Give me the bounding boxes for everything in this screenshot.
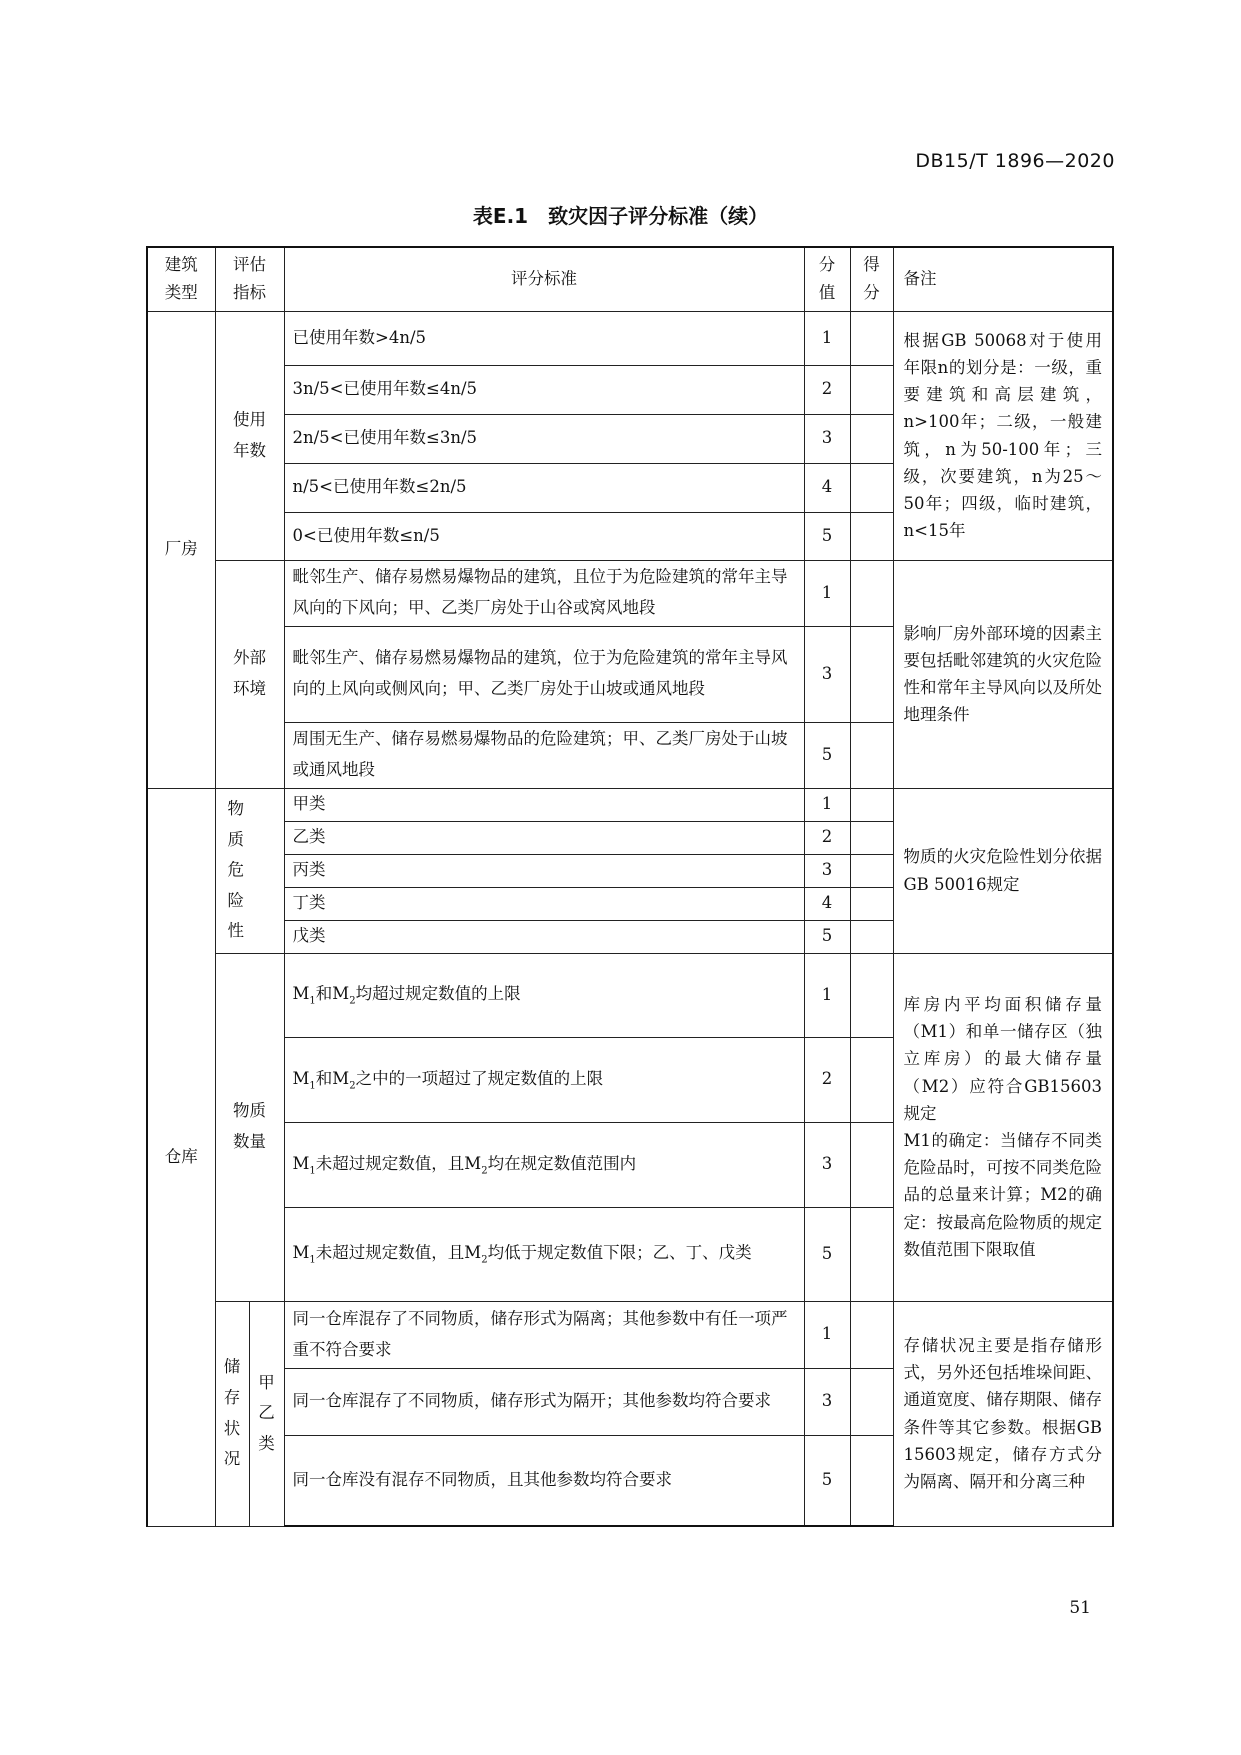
header-criteria: 评分标准	[284, 247, 804, 311]
got-cell	[850, 1301, 893, 1368]
score-cell: 3	[804, 854, 850, 887]
score-cell: 1	[804, 788, 850, 821]
document-code: DB15/T 1896—2020	[915, 150, 1115, 172]
got-cell	[850, 414, 893, 463]
criteria-cell: 同一仓库没有混存不同物质，且其他参数均符合要求	[284, 1435, 804, 1526]
criteria-cell: 毗邻生产、储存易燃易爆物品的建筑，且位于为危险建筑的常年主导风向的下风向；甲、乙类厂房处于山谷或窝风地段	[284, 560, 804, 626]
score-cell: 1	[804, 311, 850, 365]
got-cell	[850, 1122, 893, 1207]
score-cell: 3	[804, 1368, 850, 1435]
score-cell: 2	[804, 1037, 850, 1122]
score-cell: 5	[804, 920, 850, 953]
criteria-cell: 已使用年数>4n/5	[284, 311, 804, 365]
note-age: 根据GB 50068对于使用年限n的划分是：一级，重要建筑和高层建筑，n>100年；二级，一般建筑，n为50-100年；三级，次要建筑，n为25～50年；四级，临时建筑，n<15年	[893, 311, 1113, 560]
criteria-cell: 同一仓库混存了不同物质，储存形式为隔离；其他参数中有任一项严重不符合要求	[284, 1301, 804, 1368]
index-material-hazard: 物 质 危 险 性	[215, 788, 284, 953]
score-cell: 2	[804, 821, 850, 854]
score-cell: 5	[804, 722, 850, 788]
score-cell: 1	[804, 560, 850, 626]
score-cell: 3	[804, 1122, 850, 1207]
got-cell	[850, 1037, 893, 1122]
score-cell: 5	[804, 1435, 850, 1526]
criteria-cell: 丁类	[284, 887, 804, 920]
criteria-cell: 同一仓库混存了不同物质，储存形式为隔开；其他参数均符合要求	[284, 1368, 804, 1435]
header-note: 备注	[893, 247, 1113, 311]
header-got: 得 分	[850, 247, 893, 311]
got-cell	[850, 953, 893, 1037]
criteria-cell: n/5<已使用年数≤2n/5	[284, 463, 804, 512]
header-score: 分 值	[804, 247, 850, 311]
criteria-cell: $M_1$和$M_2$均超过规定数值的上限	[284, 953, 804, 1037]
score-cell: 4	[804, 463, 850, 512]
note-environment: 影响厂房外部环境的因素主要包括毗邻建筑的火灾危险性和常年主导风向以及所处地理条件	[893, 560, 1113, 788]
score-cell: 2	[804, 365, 850, 414]
got-cell	[850, 560, 893, 626]
score-cell: 4	[804, 887, 850, 920]
got-cell	[850, 512, 893, 560]
score-cell: 1	[804, 953, 850, 1037]
got-cell	[850, 722, 893, 788]
score-cell: 5	[804, 512, 850, 560]
table-row	[147, 788, 1113, 821]
page-number: 51	[1069, 1598, 1091, 1618]
criteria-cell: 乙类	[284, 821, 804, 854]
table-row	[147, 560, 1113, 626]
header-index: 评估 指标	[215, 247, 284, 311]
table-row	[147, 311, 1113, 365]
note-quantity: 库房内平均面积储存量（M1）和单一储存区（独立库房）的最大储存量（M2）应符合GB15603规定 M1的确定：当储存不同类危险品时，可按不同类危险品的总量来计算；M2的确定：按最高危险物质的规定数值范围下限取值	[893, 953, 1113, 1301]
criteria-cell: 毗邻生产、储存易燃易爆物品的建筑，位于为危险建筑的常年主导风向的上风向或侧风向；甲、乙类厂房处于山坡或通风地段	[284, 626, 804, 722]
note-storage: 存储状况主要是指存储形式，另外还包括堆垛间距、通道宽度、储存期限、储存条件等其它参数。根据GB 15603规定，储存方式分为隔离、隔开和分离三种	[893, 1301, 1113, 1526]
criteria-cell: 2n/5<已使用年数≤3n/5	[284, 414, 804, 463]
index-age: 使用 年数	[215, 311, 284, 560]
header-row	[147, 247, 1113, 311]
score-cell: 3	[804, 414, 850, 463]
criteria-cell: 3n/5<已使用年数≤4n/5	[284, 365, 804, 414]
criteria-cell: $M_1$未超过规定数值，且$M_2$均低于规定数值下限；乙、丁、戊类	[284, 1207, 804, 1301]
got-cell	[850, 365, 893, 414]
table-row	[147, 953, 1113, 1037]
table-row	[147, 1301, 1113, 1368]
criteria-cell: 周围无生产、储存易燃易爆物品的危险建筑；甲、乙类厂房处于山坡或通风地段	[284, 722, 804, 788]
score-cell: 1	[804, 1301, 850, 1368]
got-cell	[850, 887, 893, 920]
criteria-cell: 戊类	[284, 920, 804, 953]
criteria-cell: $M_1$和$M_2$之中的一项超过了规定数值的上限	[284, 1037, 804, 1122]
index-environment: 外部 环境	[215, 560, 284, 788]
got-cell	[850, 1368, 893, 1435]
got-cell	[850, 821, 893, 854]
index-class-ab: 甲 乙 类	[249, 1301, 284, 1526]
got-cell	[850, 788, 893, 821]
got-cell	[850, 311, 893, 365]
table-title: 表E.1 致灾因子评分标准（续）	[472, 204, 769, 228]
index-material-quantity: 物质 数量	[215, 953, 284, 1301]
criteria-cell: 甲类	[284, 788, 804, 821]
scoring-table	[146, 246, 1114, 1527]
building-type-warehouse: 仓库	[147, 788, 215, 1526]
header-building-type: 建筑 类型	[147, 247, 215, 311]
criteria-cell: $M_1$未超过规定数值，且$M_2$均在规定数值范围内	[284, 1122, 804, 1207]
score-cell: 3	[804, 626, 850, 722]
got-cell	[850, 626, 893, 722]
criteria-cell: 丙类	[284, 854, 804, 887]
index-storage-status: 储 存 状 况	[215, 1301, 249, 1526]
got-cell	[850, 920, 893, 953]
criteria-cell: 0<已使用年数≤n/5	[284, 512, 804, 560]
got-cell	[850, 1435, 893, 1526]
score-cell: 5	[804, 1207, 850, 1301]
building-type-factory: 厂房	[147, 311, 215, 788]
got-cell	[850, 854, 893, 887]
got-cell	[850, 1207, 893, 1301]
got-cell	[850, 463, 893, 512]
note-hazard: 物质的火灾危险性划分依据GB 50016规定	[893, 788, 1113, 953]
